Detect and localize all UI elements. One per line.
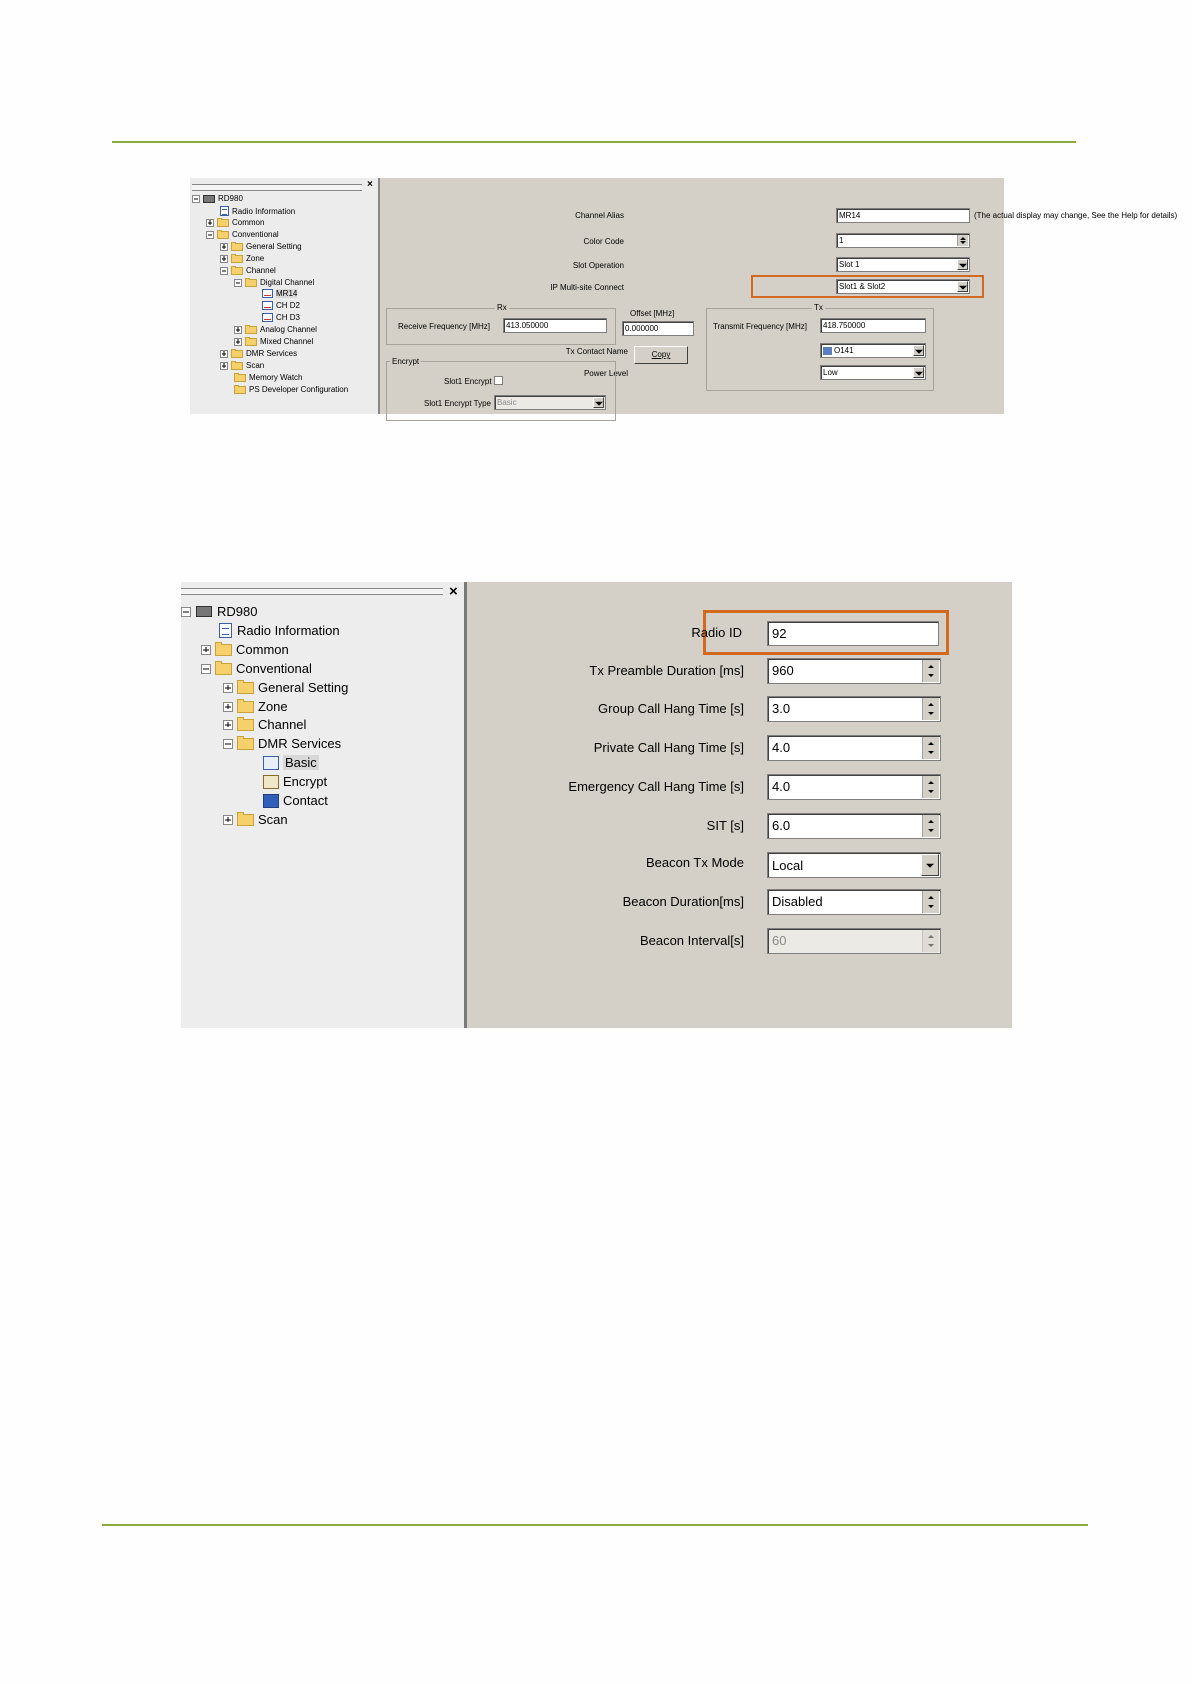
folder-icon xyxy=(237,682,254,694)
channel-alias-note: (The actual display may change, See the Help for details) xyxy=(974,211,1178,220)
tree-label: DMR Services xyxy=(246,349,298,358)
expand-icon[interactable] xyxy=(201,645,211,655)
digital-channel-icon xyxy=(262,313,273,322)
tree-label: Scan xyxy=(258,812,288,827)
slot1-encrypt-type-value: Basic xyxy=(497,398,517,407)
tree-label: Conventional xyxy=(236,661,312,676)
tree-label: CH D3 xyxy=(276,313,301,322)
group-call-hang-input[interactable] xyxy=(767,696,941,722)
rx-group-title: Rx xyxy=(497,303,507,312)
expand-icon[interactable] xyxy=(220,350,228,358)
expand-icon[interactable] xyxy=(206,219,214,227)
tree-item-basic[interactable] xyxy=(263,755,319,770)
copy-button-label: Copy xyxy=(651,350,671,359)
tree-label: Zone xyxy=(246,254,265,263)
folder-icon xyxy=(217,219,229,227)
tree-item-channel[interactable] xyxy=(223,717,306,732)
expand-icon[interactable] xyxy=(220,362,228,370)
tree-label: Mixed Channel xyxy=(260,337,314,346)
receive-frequency-input[interactable] xyxy=(503,318,607,333)
tree-label: Zone xyxy=(258,699,288,714)
ip-multisite-label: IP Multi-site Connect xyxy=(550,283,624,292)
collapse-icon[interactable] xyxy=(234,279,242,287)
folder-icon xyxy=(231,362,243,370)
folder-icon xyxy=(231,243,243,251)
channel-form xyxy=(380,178,1178,414)
tree-label: General Setting xyxy=(258,680,349,695)
sit-value: 6.0 xyxy=(772,818,791,833)
dmr-basic-form xyxy=(467,582,1012,1028)
emergency-call-hang-input[interactable] xyxy=(767,774,941,800)
expand-icon[interactable] xyxy=(220,255,228,263)
tree-item-digital-channel[interactable] xyxy=(234,278,314,287)
collapse-icon[interactable] xyxy=(181,607,191,617)
copy-button[interactable] xyxy=(634,346,688,364)
tree-item-mixed-channel[interactable] xyxy=(234,337,313,346)
tree-item-dmr-services[interactable] xyxy=(220,349,297,358)
digital-channel-icon xyxy=(262,301,273,310)
collapse-icon[interactable] xyxy=(201,664,211,674)
private-call-hang-value: 4.0 xyxy=(772,740,791,755)
tree-item-ch-d3[interactable] xyxy=(262,313,300,322)
beacon-duration-input[interactable] xyxy=(767,889,941,915)
group-call-hang-label: Group Call Hang Time [s] xyxy=(598,701,744,716)
tree-label: Channel xyxy=(246,266,276,275)
sit-label: SIT [s] xyxy=(706,818,744,833)
slot1-encrypt-type-label: Slot1 Encrypt Type xyxy=(424,399,491,408)
tx-group-title: Tx xyxy=(814,303,823,312)
tree-label: Common xyxy=(236,642,289,657)
radio-id-value: 92 xyxy=(772,626,787,641)
screenshot-channel-settings xyxy=(190,178,1178,414)
slot-operation-label: Slot Operation xyxy=(572,261,624,270)
folder-icon xyxy=(231,267,243,275)
beacon-duration-spinner[interactable] xyxy=(922,891,939,913)
tree-item-ps-developer-configuration[interactable] xyxy=(234,385,348,394)
contact-icon xyxy=(823,347,832,355)
encrypt-icon xyxy=(263,775,279,789)
tree-item-radio-information[interactable] xyxy=(220,206,295,216)
tree-item-analog-channel[interactable] xyxy=(234,325,317,334)
tree-label: General Setting xyxy=(246,242,302,251)
footer-rule xyxy=(102,1524,1088,1526)
tree-item-dmr-services[interactable] xyxy=(223,736,341,751)
tree-pane xyxy=(181,582,464,1028)
beacon-interval-input[interactable] xyxy=(767,928,941,954)
tree-label: Digital Channel xyxy=(260,278,315,287)
radio-id-input[interactable] xyxy=(767,621,939,646)
color-code-label: Color Code xyxy=(583,237,624,246)
tree-item-general-setting[interactable] xyxy=(223,680,348,695)
tree-item-scan[interactable] xyxy=(223,812,288,827)
beacon-tx-mode-select[interactable] xyxy=(767,852,941,878)
collapse-icon[interactable] xyxy=(192,195,200,203)
ip-multisite-select[interactable] xyxy=(836,279,970,294)
tree-pane xyxy=(190,178,378,414)
tree-item-zone[interactable] xyxy=(220,254,264,263)
folder-icon xyxy=(237,701,254,713)
tree-label: Channel xyxy=(258,717,307,732)
tree-label: Encrypt xyxy=(283,774,328,789)
slot1-encrypt-type-select[interactable] xyxy=(494,395,606,410)
private-call-hang-input[interactable] xyxy=(767,735,941,761)
slot1-encrypt-checkbox[interactable] xyxy=(494,376,503,385)
dropdown-arrow-icon[interactable] xyxy=(921,854,939,876)
folder-icon xyxy=(234,374,246,382)
dropdown-arrow-icon[interactable] xyxy=(913,367,924,378)
power-level-label: Power Level xyxy=(583,369,628,378)
tree-label: Radio Information xyxy=(232,206,296,216)
offset-value: 0.000000 xyxy=(625,324,659,333)
pane-grip[interactable] xyxy=(181,588,443,595)
tree-label: DMR Services xyxy=(258,736,342,751)
screenshot-dmr-basic xyxy=(181,582,1012,1028)
color-code-spinner[interactable] xyxy=(957,235,968,246)
tx-preamble-input[interactable] xyxy=(767,658,941,684)
folder-icon xyxy=(215,644,232,656)
encrypt-group xyxy=(386,361,616,421)
expand-icon[interactable] xyxy=(223,720,233,730)
tx-preamble-value: 960 xyxy=(772,663,794,678)
offset-label: Offset [MHz] xyxy=(630,309,675,318)
color-code-input[interactable] xyxy=(836,233,970,248)
beacon-interval-spinner[interactable] xyxy=(922,930,939,952)
close-icon[interactable]: × xyxy=(367,179,373,190)
dropdown-arrow-icon[interactable] xyxy=(957,259,968,270)
close-icon[interactable]: × xyxy=(449,583,458,600)
emergency-call-hang-spinner[interactable] xyxy=(922,776,939,798)
tree-item-common[interactable] xyxy=(201,642,289,657)
tree-item-scan[interactable] xyxy=(220,361,264,370)
tree-label: Common xyxy=(232,218,265,227)
tx-contact-name-select[interactable] xyxy=(820,343,926,358)
tree-item-conventional[interactable] xyxy=(206,230,279,239)
power-level-value: Low xyxy=(823,368,838,377)
tree-item-mr14[interactable] xyxy=(262,289,297,298)
transmit-frequency-label: Transmit Frequency [MHz] xyxy=(713,322,807,331)
header-rule xyxy=(112,141,1076,143)
receive-frequency-label: Receive Frequency [MHz] xyxy=(398,322,491,331)
document-icon xyxy=(220,206,229,216)
tree-item-rd980[interactable] xyxy=(192,194,243,203)
basic-settings-icon xyxy=(263,756,279,770)
dropdown-arrow-icon[interactable] xyxy=(957,281,968,292)
tx-preamble-label: Tx Preamble Duration [ms] xyxy=(589,663,744,678)
tree-label: Scan xyxy=(246,361,265,370)
folder-icon xyxy=(231,255,243,263)
group-call-hang-value: 3.0 xyxy=(772,701,791,716)
folder-icon xyxy=(217,231,229,239)
dropdown-arrow-icon[interactable] xyxy=(913,345,924,356)
tree-label: PS Developer Configuration xyxy=(249,385,349,394)
offset-input[interactable] xyxy=(622,321,694,336)
ip-multisite-value: Slot1 & Slot2 xyxy=(839,282,886,291)
folder-icon xyxy=(245,279,257,287)
tree-label: RD980 xyxy=(217,604,258,619)
tree-item-channel[interactable] xyxy=(220,266,276,275)
tx-preamble-spinner[interactable] xyxy=(922,660,939,682)
radio-id-label: Radio ID xyxy=(691,625,742,640)
color-code-value: 1 xyxy=(839,236,844,245)
encrypt-group-title: Encrypt xyxy=(392,357,420,366)
sit-input[interactable] xyxy=(767,813,941,839)
beacon-duration-label: Beacon Duration[ms] xyxy=(622,894,744,909)
collapse-icon[interactable] xyxy=(206,231,214,239)
slot1-encrypt-label: Slot1 Encrypt xyxy=(444,377,492,386)
pane-grip[interactable] xyxy=(192,184,362,191)
beacon-tx-mode-value: Local xyxy=(772,858,804,873)
tree-item-common[interactable] xyxy=(206,218,264,227)
tree-item-contact[interactable] xyxy=(263,793,328,808)
folder-icon xyxy=(237,814,254,826)
expand-icon[interactable] xyxy=(234,338,242,346)
dropdown-arrow-icon[interactable] xyxy=(593,397,604,408)
beacon-interval-value: 60 xyxy=(772,933,787,948)
radio-icon xyxy=(196,606,212,617)
folder-icon xyxy=(215,663,232,675)
group-call-hang-spinner[interactable] xyxy=(922,698,939,720)
tree-item-zone[interactable] xyxy=(223,699,288,714)
power-level-select[interactable] xyxy=(820,365,926,380)
tree-label: CH D2 xyxy=(276,301,301,310)
tree-item-conventional[interactable] xyxy=(201,661,312,676)
tx-contact-name-value: O141 xyxy=(834,346,854,355)
tree-label: RD980 xyxy=(218,194,243,203)
digital-channel-icon xyxy=(262,289,273,298)
folder-icon xyxy=(237,719,254,731)
channel-alias-label: Channel Alias xyxy=(575,211,624,220)
beacon-tx-mode-label: Beacon Tx Mode xyxy=(645,855,744,870)
folder-icon xyxy=(245,338,257,346)
emergency-call-hang-label: Emergency Call Hang Time [s] xyxy=(568,779,744,794)
contact-book-icon xyxy=(263,794,279,808)
sit-spinner[interactable] xyxy=(922,815,939,837)
expand-icon[interactable] xyxy=(223,702,233,712)
folder-icon xyxy=(231,350,243,358)
tree-label: Analog Channel xyxy=(260,325,317,334)
tx-contact-name-label: Tx Contact Name xyxy=(565,347,628,356)
emergency-call-hang-value: 4.0 xyxy=(772,779,791,794)
tree-item-radio-information[interactable] xyxy=(219,623,340,638)
expand-icon[interactable] xyxy=(220,243,228,251)
channel-alias-input[interactable] xyxy=(836,208,970,223)
tree-item-rd980[interactable] xyxy=(181,604,257,619)
private-call-hang-label: Private Call Hang Time [s] xyxy=(593,740,744,755)
slot-operation-value: Slot 1 xyxy=(839,260,860,269)
radio-icon xyxy=(203,195,215,203)
folder-icon xyxy=(245,326,257,334)
slot-operation-select[interactable] xyxy=(836,257,970,272)
tree-item-ch-d2[interactable] xyxy=(262,301,300,310)
transmit-frequency-input[interactable] xyxy=(820,318,926,333)
tree-label: Conventional xyxy=(232,230,279,239)
collapse-icon[interactable] xyxy=(220,267,228,275)
document-icon xyxy=(219,623,232,638)
folder-icon xyxy=(237,738,254,750)
receive-frequency-value: 413.050000 xyxy=(506,321,549,330)
tree-label: Contact xyxy=(283,793,328,808)
tree-label: MR14 xyxy=(276,289,298,298)
tree-item-memory-watch[interactable] xyxy=(234,373,303,382)
beacon-interval-label: Beacon Interval[s] xyxy=(639,933,744,948)
channel-alias-value: MR14 xyxy=(839,211,861,220)
tree-label: Memory Watch xyxy=(249,373,303,382)
folder-icon xyxy=(234,386,246,394)
private-call-hang-spinner[interactable] xyxy=(922,737,939,759)
tree-item-general-setting[interactable] xyxy=(220,242,302,251)
tree-item-encrypt[interactable] xyxy=(263,774,327,789)
collapse-icon[interactable] xyxy=(223,739,233,749)
expand-icon[interactable] xyxy=(223,815,233,825)
tree-label: Basic xyxy=(285,755,317,770)
expand-icon[interactable] xyxy=(223,683,233,693)
transmit-frequency-value: 418.750000 xyxy=(823,321,866,330)
expand-icon[interactable] xyxy=(234,326,242,334)
tree-label: Radio Information xyxy=(237,623,340,638)
beacon-duration-value: Disabled xyxy=(772,894,823,909)
